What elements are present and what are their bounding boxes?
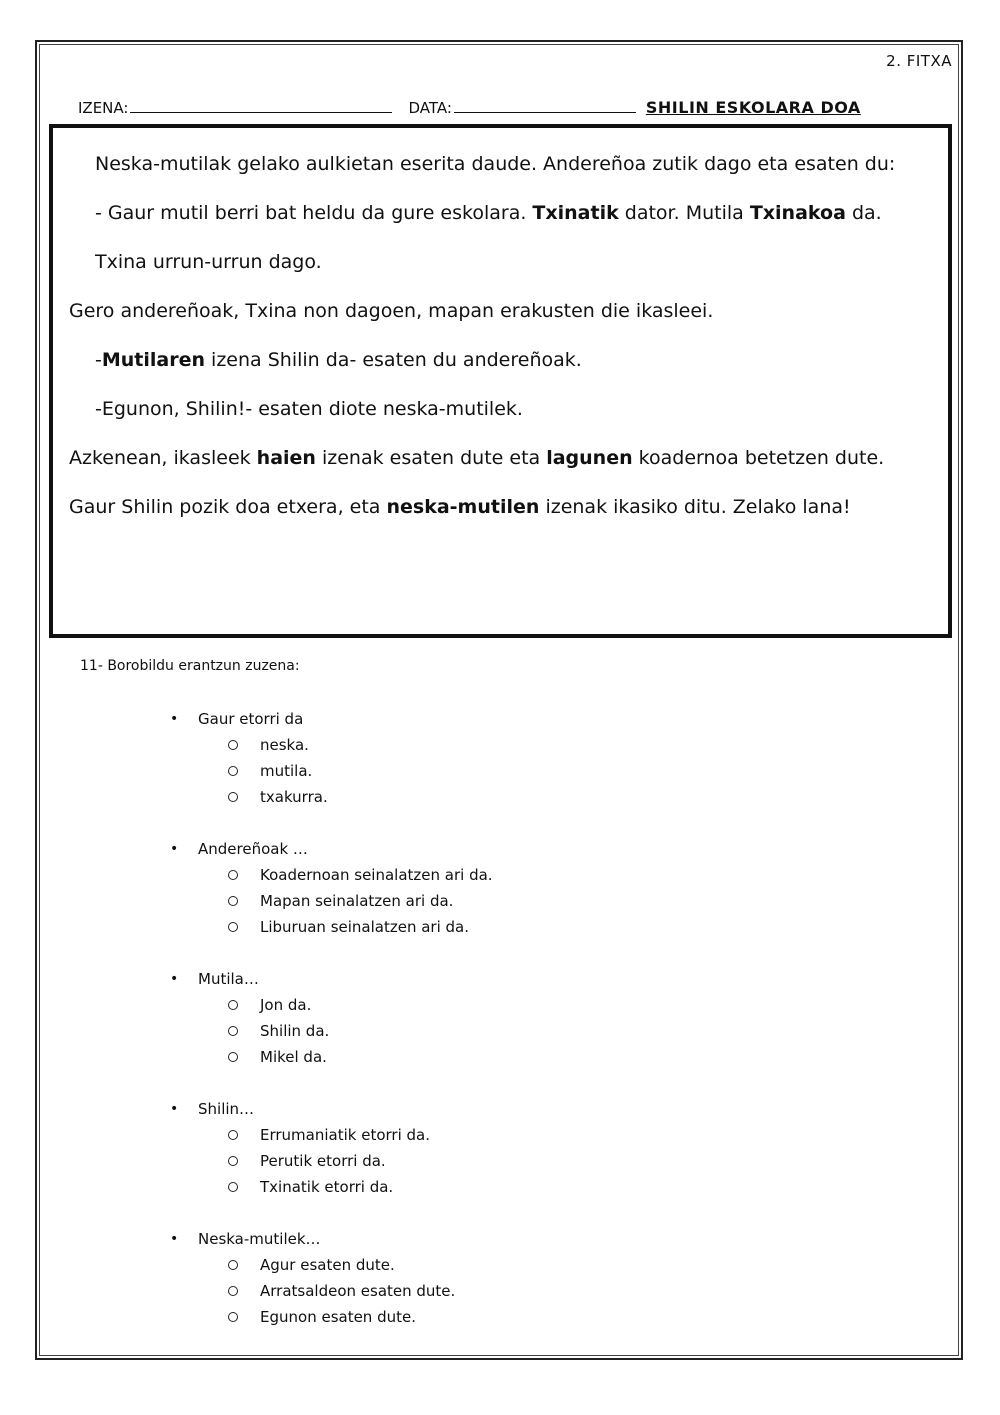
bullet-icon: • <box>170 1101 179 1117</box>
question-text: Neska-mutilek… <box>198 1230 321 1248</box>
story-box <box>49 124 952 638</box>
bullet-icon: • <box>170 841 179 857</box>
answer-option[interactable] <box>170 758 493 784</box>
circle-option-icon[interactable] <box>228 1312 238 1322</box>
bullet-icon: • <box>170 971 179 987</box>
circle-option-icon[interactable] <box>228 1026 238 1036</box>
circle-option-icon[interactable] <box>228 870 238 880</box>
question-item <box>170 1096 493 1200</box>
answer-option[interactable] <box>170 1174 493 1200</box>
circle-option-icon[interactable] <box>228 766 238 776</box>
option-list <box>170 732 493 810</box>
circle-option-icon[interactable] <box>228 792 238 802</box>
question-stem <box>170 966 493 992</box>
option-text[interactable]: txakurra. <box>260 788 328 806</box>
story-bold-word: Txinatik <box>532 202 619 224</box>
answer-option[interactable] <box>170 888 493 914</box>
question-list <box>170 706 493 1356</box>
answer-option[interactable] <box>170 1018 493 1044</box>
option-text[interactable]: neska. <box>260 736 309 754</box>
question-stem <box>170 1096 493 1122</box>
bullet-icon: • <box>170 711 179 727</box>
option-text[interactable]: Mapan seinalatzen ari da. <box>260 892 454 910</box>
circle-option-icon[interactable] <box>228 1156 238 1166</box>
question-item <box>170 706 493 810</box>
question-text: Gaur etorri da <box>198 710 304 728</box>
story-text: - Gaur mutil berri bat heldu da gure eskolara. <box>95 202 533 224</box>
story-paragraph-4 <box>69 336 932 385</box>
story-paragraph-1: Neska-mutilak gelako aulkietan eserita daude. Andereñoa zutik dago eta esaten du: <box>95 153 896 175</box>
answer-option[interactable] <box>170 1122 493 1148</box>
circle-option-icon[interactable] <box>228 1052 238 1062</box>
question-stem <box>170 1226 493 1252</box>
option-list <box>170 992 493 1070</box>
story-text: izenak esaten dute eta <box>315 447 547 469</box>
option-text[interactable]: Errumaniatik etorri da. <box>260 1126 431 1144</box>
story-bold-word: lagunen <box>546 447 633 469</box>
story-text: da. Txina urrun-urrun dago. <box>95 202 882 273</box>
story-paragraph-6 <box>69 434 932 532</box>
story-bold-word: Txinakoa <box>749 202 846 224</box>
story-text: Azkenean, ikasleek <box>69 447 257 469</box>
option-text[interactable]: Egunon esaten dute. <box>260 1308 416 1326</box>
circle-option-icon[interactable] <box>228 1130 238 1140</box>
exercise-title: 11- Borobildu erantzun zuzena: <box>80 658 300 674</box>
option-text[interactable]: Liburuan seinalatzen ari da. <box>260 918 469 936</box>
circle-option-icon[interactable] <box>228 1260 238 1270</box>
question-item <box>170 1226 493 1330</box>
option-text[interactable]: Jon da. <box>260 996 312 1014</box>
answer-option[interactable] <box>170 1252 493 1278</box>
question-stem <box>170 706 493 732</box>
story-paragraph-3: Gero andereñoak, Txina non dagoen, mapan erakusten die ikasleei. <box>69 300 714 322</box>
name-field[interactable] <box>130 98 392 113</box>
date-label: DATA: <box>408 99 452 117</box>
story-bold-word: haien <box>256 447 316 469</box>
story-text: - <box>95 349 102 371</box>
worksheet-title: SHILIN ESKOLARA DOA <box>645 98 861 117</box>
option-text[interactable]: Txinatik etorri da. <box>260 1178 394 1196</box>
question-stem <box>170 836 493 862</box>
date-field[interactable] <box>454 98 636 113</box>
header-row <box>78 98 928 117</box>
option-list <box>170 1122 493 1200</box>
question-text: Mutila… <box>198 970 259 988</box>
story-bold-word: neska-mutilen <box>386 496 540 518</box>
option-text[interactable]: Koadernoan seinalatzen ari da. <box>260 866 493 884</box>
option-list <box>170 1252 493 1330</box>
story-text: izenak ikasiko ditu. Zelako lana! <box>539 496 851 518</box>
circle-option-icon[interactable] <box>228 922 238 932</box>
story-text: dator. Mutila <box>618 202 750 224</box>
story-bold-word: Mutilaren <box>101 349 206 371</box>
option-text[interactable]: Shilin da. <box>260 1022 330 1040</box>
option-text[interactable]: Perutik etorri da. <box>260 1152 386 1170</box>
answer-option[interactable] <box>170 1278 493 1304</box>
option-list <box>170 862 493 940</box>
name-label: IZENA: <box>78 99 129 117</box>
answer-option[interactable] <box>170 1304 493 1330</box>
story-text: izena Shilin da- esaten du andereñoak. <box>205 349 582 371</box>
story-text: koadernoa betetzen dute. Gaur Shilin pozik doa etxera, eta <box>69 447 885 518</box>
question-item <box>170 966 493 1070</box>
question-text: Shilin… <box>198 1100 255 1118</box>
answer-option[interactable] <box>170 992 493 1018</box>
answer-option[interactable] <box>170 1044 493 1070</box>
answer-option[interactable] <box>170 784 493 810</box>
bullet-icon: • <box>170 1231 179 1247</box>
answer-option[interactable] <box>170 732 493 758</box>
circle-option-icon[interactable] <box>228 1182 238 1192</box>
option-text[interactable]: mutila. <box>260 762 313 780</box>
answer-option[interactable] <box>170 862 493 888</box>
answer-option[interactable] <box>170 914 493 940</box>
circle-option-icon[interactable] <box>228 1286 238 1296</box>
story-paragraph-2 <box>69 189 932 287</box>
answer-option[interactable] <box>170 1148 493 1174</box>
circle-option-icon[interactable] <box>228 896 238 906</box>
option-text[interactable]: Arratsaldeon esaten dute. <box>260 1282 456 1300</box>
circle-option-icon[interactable] <box>228 1000 238 1010</box>
option-text[interactable]: Mikel da. <box>260 1048 327 1066</box>
option-text[interactable]: Agur esaten dute. <box>260 1256 395 1274</box>
worksheet-number: 2. FITXA <box>886 52 952 70</box>
question-text: Andereñoak … <box>198 840 308 858</box>
story-paragraph-5: -Egunon, Shilin!- esaten diote neska-mutilek. <box>95 398 523 420</box>
question-item <box>170 836 493 940</box>
circle-option-icon[interactable] <box>228 740 238 750</box>
